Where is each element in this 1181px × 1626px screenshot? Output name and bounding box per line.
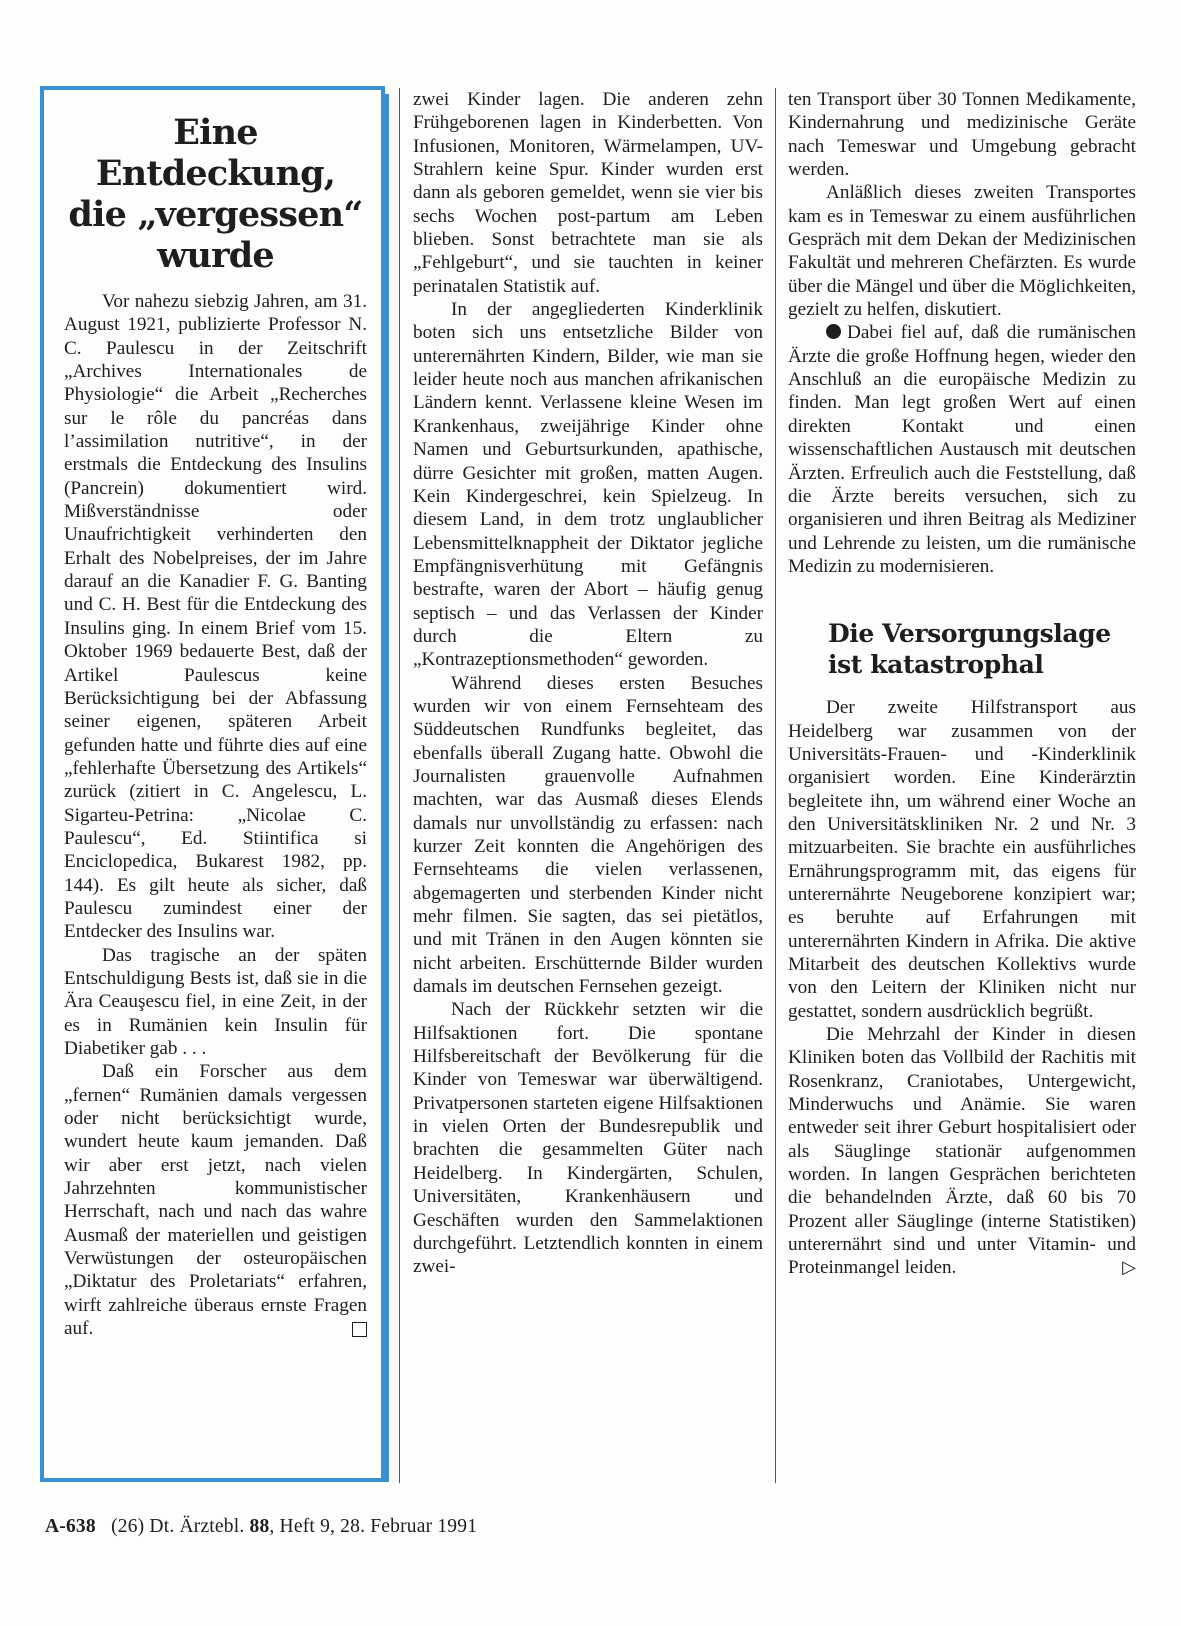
- sidebar-paragraph-text: Daß ein Forscher aus dem „fernen“ Rumänien damals vergessen oder nicht berücksichtigt wurde, wundert heute kaum jemanden. Daß wir aber erst jetzt, nach vielen Jahrzehnten kommunistischer Herrschaft, nach und nach das wahre Ausmaß der materiellen und geistigen Verwüstungen der osteuropäischen „Diktatur des Proletariats“ erfahren, wirft zahlreiche überaus ernste Fragen auf.: [64, 1061, 367, 1340]
- section-subheading: Die Versorgungslage ist katastrophal: [828, 619, 1111, 680]
- article-paragraph: ten Transport über 30 Tonnen Medikamente, Kindernahrung und medizinische Geräte nach Temeswar und Umgebung gebracht werden.: [788, 89, 1136, 181]
- article-paragraph: In der angegliederten Kinderklinik boten sich uns entsetzliche Bilder von unterernährten Kindern, Bilder, wie man sie leider heute noch aus manchen afrikanischen Ländern kennt. Verlassene kleine Wesen im Krankenhaus, zweijährige Kinder ohne Namen und Geburtsurkunden, apathische, dürre Gesichter mit großen, matten Augen. Kein Kindergeschrei, kein Spielzeug. In diesem Land, in dem trotz unglaublicher Lebensmittelknappheit der Diktator jegliche Empfängnisverhütung mit Gefängnis bestrafte, waren der Abort – häufig genug septisch – und das Verlassen der Kinder durch die Eltern zu „Kontrazeptionsmethoden“ geworden.: [413, 299, 763, 671]
- article-paragraph: Während dieses ersten Besuches wurden wir von einem Fernsehteam des Süddeutschen Rundfunks begleitet, das ebenfalls überall Zugang hatte. Obwohl die Journalisten grauenvolle Aufnahmen machten, war das Ausmaß dieses Elends damals nur unvollständig zu erfassen: nach kurzer Zeit konnten die Angehörigen des Fernsehteams die vielen verlassenen, abgemagerten und sterbenden Kinder nicht mehr filmen. Sie sagten, das sei pietätlos, und mit Tränen in den Augen könnten sie nicht arbeiten. Erschütternde Bilder wurden damals im deutschen Fernsehen gezeigt.: [413, 672, 763, 998]
- page-code: A-638: [45, 1516, 96, 1537]
- journal-citation-pre: (26) Dt. Ärztebl.: [111, 1516, 245, 1537]
- article-paragraph: [788, 321, 1136, 578]
- continue-arrow-icon: ▷: [1122, 1257, 1136, 1278]
- article-column-2: [413, 88, 763, 1279]
- sidebar-title: Eine Entdeckung, die „vergessen“ wurde: [68, 112, 363, 276]
- article-column-3: [788, 88, 1136, 1280]
- article-paragraph-text: Dabei fiel auf, daß die rumänischen Ärzte die große Hoffnung hegen, wieder den Anschluß an die europäische Medizin zu finden. Man legt großen Wert auf einen direkten Kontakt und einen wissenschaftlichen Austausch mit deutschen Ärzten. Erfreulich auch die Feststellung, daß die Ärzte bereits versuchen, sich zu organisieren und ihren Beitrag als Mediziner und Lehrende zu leisten, um die rumänische Medizin zu modernisieren.: [788, 322, 1136, 577]
- column-rule: [399, 88, 400, 1483]
- article-paragraph: zwei Kinder lagen. Die anderen zehn Frühgeborenen lagen in Kinderbetten. Von Infusionen, Monitoren, Wärmelampen, UV-Strahlern keine Spur. Kinder wurden erst dann als geboren gemeldet, wenn sie vier bis sechs Wochen post-partum am Leben blieben. Sonst betrachtete man sie als „Fehlgeburt“, und sie tauchten in keiner perinatalen Statistik auf.: [413, 89, 763, 297]
- article-paragraph: Anläßlich dieses zweiten Transportes kam es in Temeswar zu einem ausführlichen Gespräch mit dem Dekan der Medizinischen Fakultät und mehreren Chefärzten. Es wurde über die Mängel und über die Möglichkeiten, gezielt zu helfen, diskutiert.: [788, 182, 1136, 321]
- article-paragraph: Der zweite Hilfstransport aus Heidelberg war zusammen von der Universitäts-Frauen- und -Kinderklinik organisiert worden. Eine Kinderärztin begleitete ihn, um während einer Woche an den Universitätskliniken Nr. 2 und Nr. 3 mitzuarbeiten. Sie brachte ein ausführliches Ernährungsprogramm mit, das eigens für unterernährte Neugeborene konzipiert war; es beruhte auf Erfahrungen mit unterernährten Kindern in Afrika. Die aktive Mitarbeit des deutschen Kollektivs wurde von den Leitern der Kliniken nicht nur gestattet, sondern ausdrücklich begrüßt.: [788, 697, 1136, 1022]
- bullet-icon: [826, 324, 841, 339]
- end-of-article-icon: [352, 1322, 367, 1337]
- sidebar-paragraph: Das tragische an der späten Entschuldigung Bests ist, daß sie in die Ära Ceauşescu fiel, in eine Zeit, in der es in Rumänien kein Insulin für Diabetiker gab . . .: [64, 944, 367, 1059]
- article-paragraph: Nach der Rückkehr setzten wir die Hilfsaktionen fort. Die spontane Hilfsbereitschaft der Bevölkerung für die Kinder von Temeswar war überwältigend. Privatpersonen starteten eigene Hilfsaktionen in vielen Orten der Bundesrepublik und brachten die gesammelten Güter nach Heidelberg. In Kindergärten, Schulen, Universitäten, Krankenhäusern und Geschäften wurden den Sammelaktionen durchgeführt. Letztendlich konnten in einem zwei-: [413, 999, 763, 1278]
- journal-volume: 88: [249, 1516, 270, 1537]
- sidebar-paragraph: [64, 1060, 367, 1340]
- sidebar-box: [40, 86, 385, 1482]
- column-rule: [775, 88, 776, 1483]
- journal-citation-post: , Heft 9, 28. Februar 1991: [269, 1516, 478, 1537]
- page-footer: [45, 1516, 477, 1538]
- sidebar-paragraph: Vor nahezu siebzig Jahren, am 31. August 1921, publizierte Professor N. C. Paulescu in der Zeitschrift „Archives Internationales de Physiologie“ die Arbeit „Recherches sur le rôle du pancréas dans l’assimilation nutritive“, in der erstmals die Entdeckung des Insulins (Pancrein) dokumentiert wird. Mißverständnisse oder Unaufrichtigkeit verhinderten den Erhalt des Nobelpreises, der im Jahre darauf an die Kanadier F. G. Banting und C. H. Best für die Entdeckung des Insulins ging. In einem Brief vom 15. Oktober 1969 bedauerte Best, daß der Artikel Paulescus keine Berücksichtigung bei der Abfassung seiner eigenen, späteren Arbeit gefunden hatte und führte dies auf eine „fehlerhafte Übersetzung des Artikels“ zurück (zitiert in C. Angelescu, L. Sigarteu-Petrina: „Nicolae C. Paulescu“, Ed. Stiintifica si Enciclopedica, Bukarest 1982, pp. 144). Es gilt heute als sicher, daß Paulescu zumindest einer der Entdecker des Insulins war.: [64, 291, 367, 943]
- article-paragraph-text: Die Mehrzahl der Kinder in diesen Kliniken boten das Vollbild der Rachitis mit Rosenkranz, Craniotabes, Untergewicht, Minderwuchs und Anämie. Sie waren entweder seit ihrer Geburt hospitalisiert oder als Säuglinge stationär aufgenommen worden. In langen Gesprächen berichteten die behandelnden Ärzte, daß 60 bis 70 Prozent aller Säuglinge (interne Statistiken) unterernährt sind und unter Vitamin- und Proteinmangel leiden.: [788, 1024, 1136, 1279]
- article-paragraph: [788, 1023, 1136, 1280]
